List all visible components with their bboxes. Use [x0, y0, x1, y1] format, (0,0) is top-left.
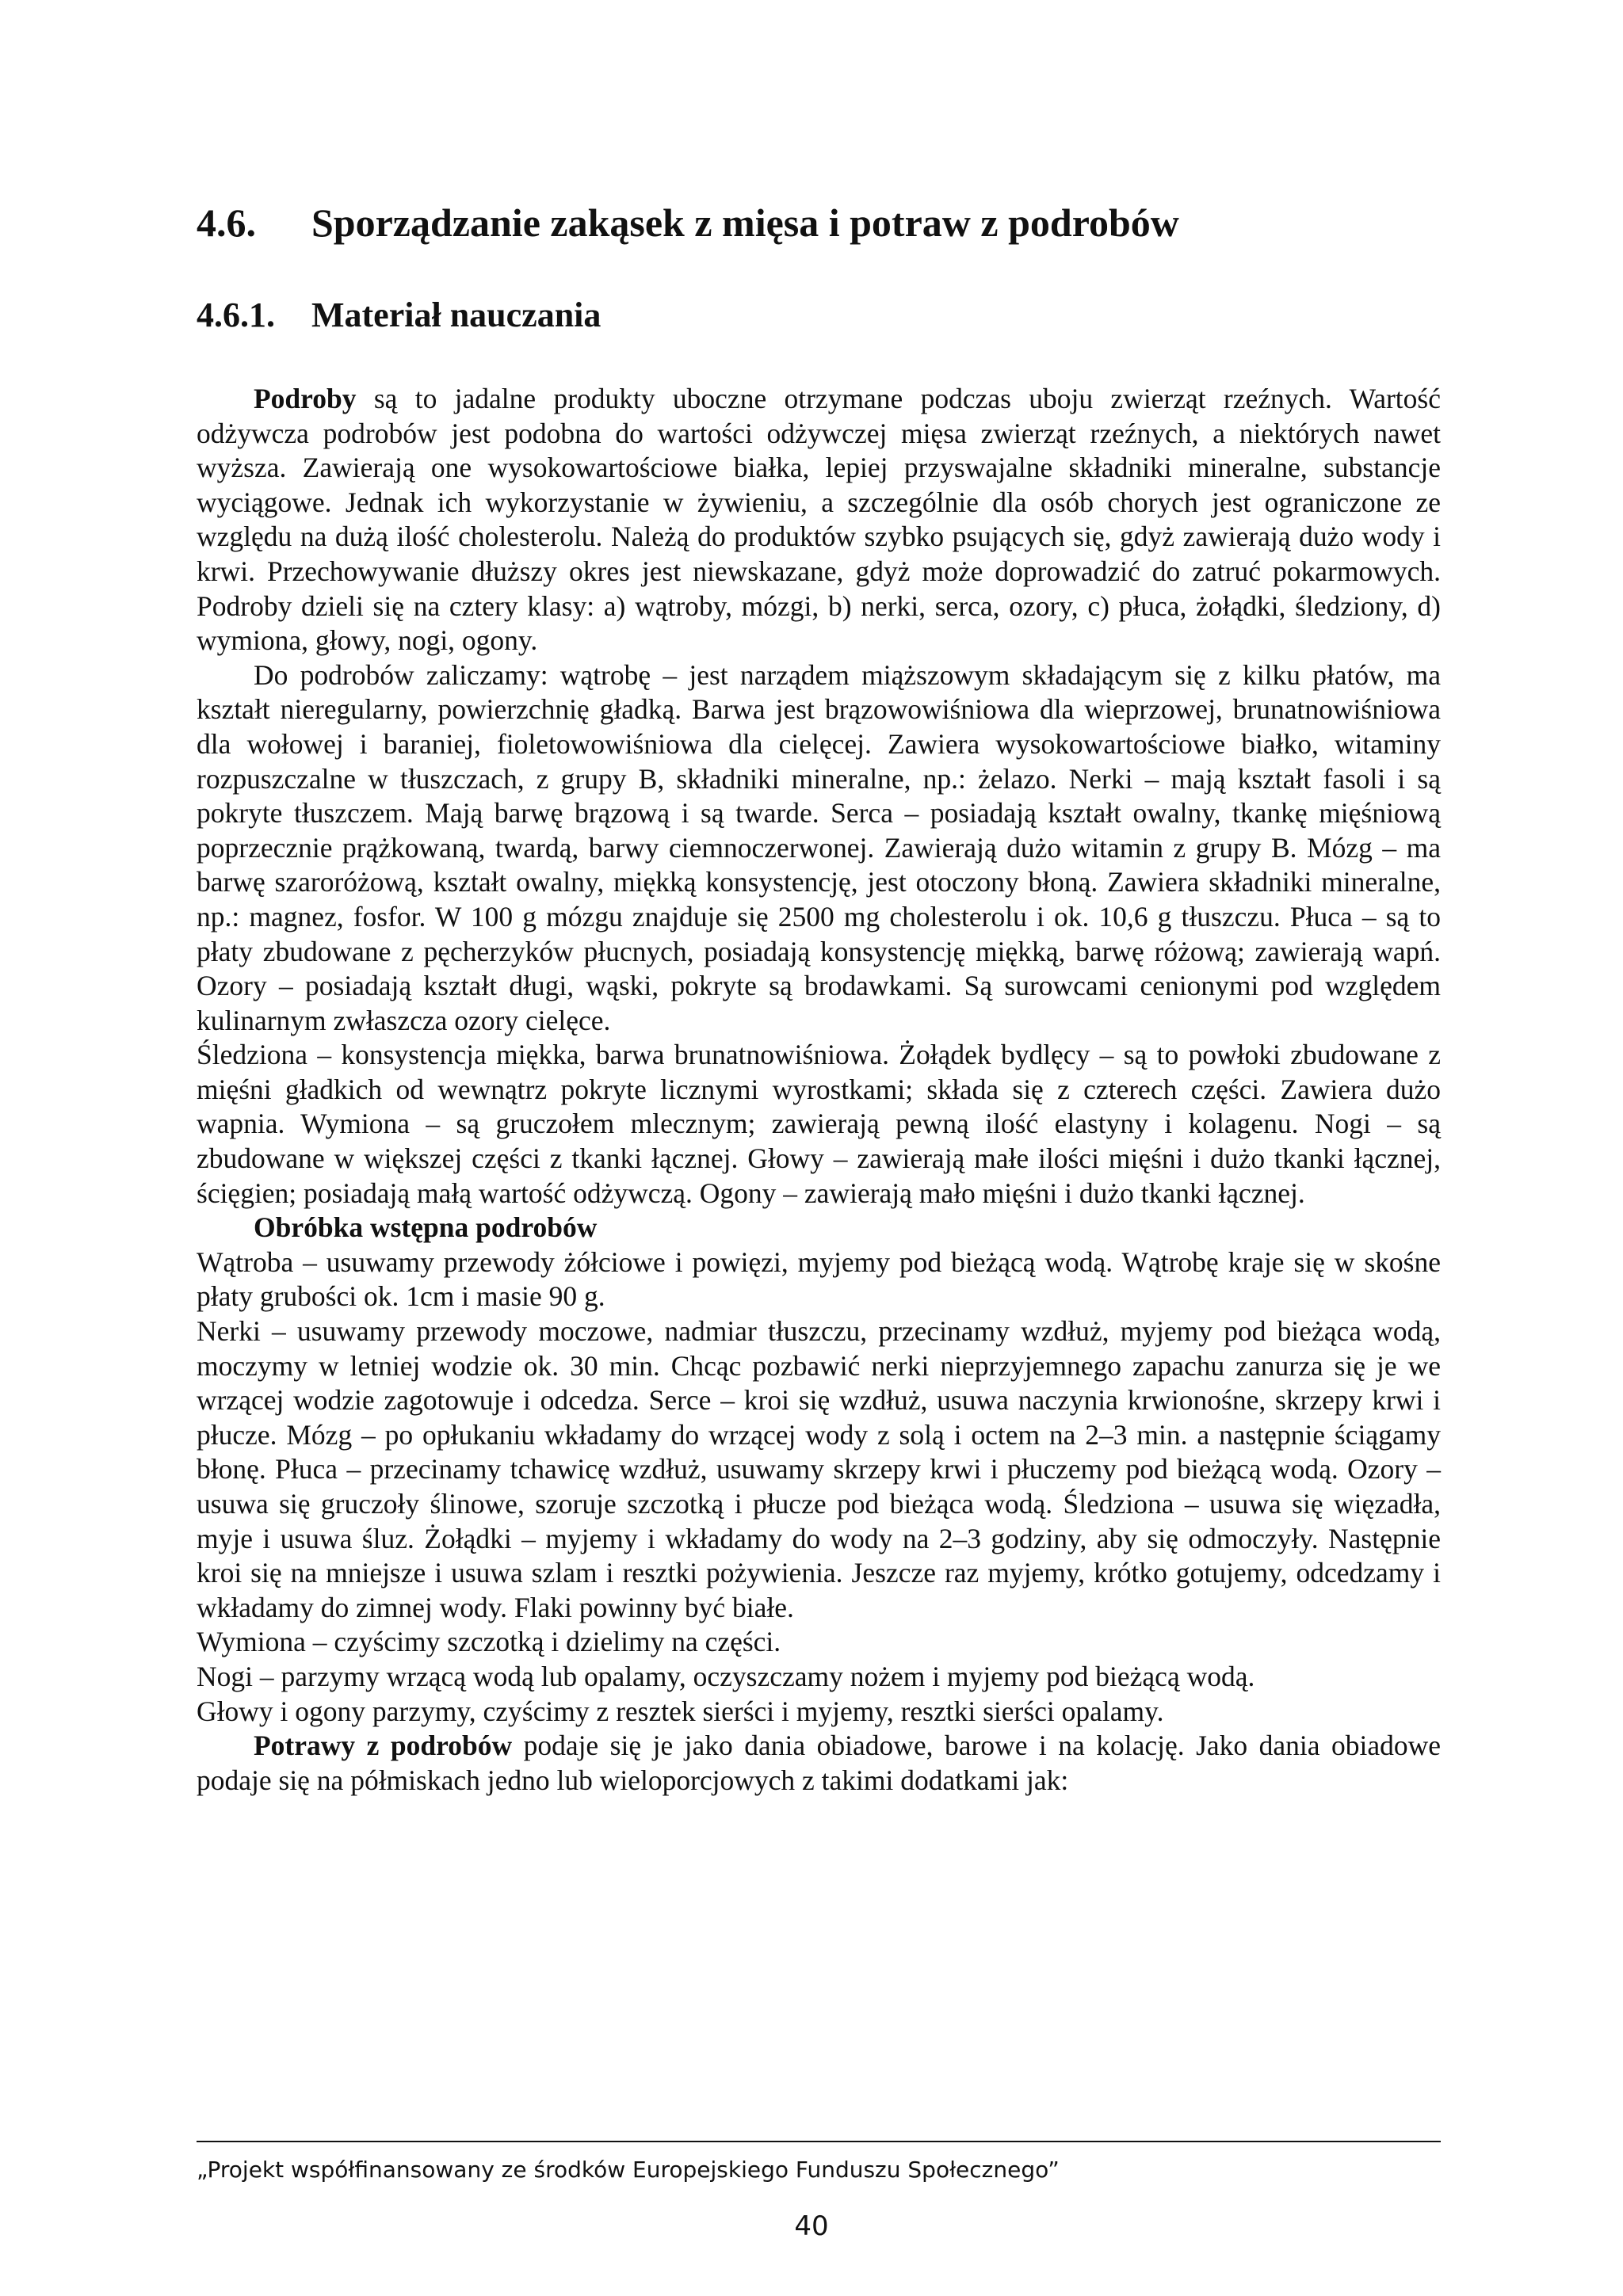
- footer-divider: [197, 2141, 1441, 2142]
- heading-obrobka-wstepna: Obróbka wstępna podrobów: [254, 1211, 598, 1244]
- paragraph-nerki: Nerki – usuwamy przewody moczowe, nadmiar tłuszczu, przecinamy wzdłuż, myjemy pod bieżąca wodą, moczymy w letniej wodzie ok. 30 min. Chcąc pozbawić nerki nieprzyjemnego zapachu zanurza się je we wrzącej wodzie zagotowuje i odcedza. Serce – kroi się wzdłuż, usuwa naczynia krwionośne, skrzepy krwi i płucze. Mózg – po opłukaniu wkładamy do wrzącej wody z solą i octem na 2–3 min. a następnie ściągamy błonę. Płuca – przecinamy tchawicę wzdłuż, usuwamy skrzepy krwi i płuczemy pod bieżącą wodą. Ozory – usuwa się gruczoły ślinowe, szoruje szczotką i płucze pod bieżąca wodą. Śledziona – usuwa się więzadła, myje i usuwa śluz. Żołądki – myjemy i wkładamy do wody na 2–3 godziny, aby się odmoczyły. Następnie kroi się na mniejsze i usuwa szlam i resztki pożywienia. Jeszcze raz myjemy, krótko gotujemy, odcedzamy i wkładamy do zimnej wody. Flaki powinny być białe.: [197, 1315, 1441, 1623]
- subsection-title: Materiał nauczania: [311, 296, 601, 334]
- term-potrawy: Potrawy z podrobów: [254, 1730, 513, 1762]
- subsection-heading: [197, 292, 1441, 339]
- section-number: 4.6.: [197, 200, 256, 245]
- section-title: Sporządzanie zakąsek z mięsa i potraw z podrobów: [311, 200, 1179, 245]
- paragraph-nogi: Nogi – parzymy wrzącą wodą lub opalamy, oczyszczamy nożem i myjemy pod bieżącą wodą.: [197, 1660, 1255, 1692]
- paragraph-rodzaje-podrobow: Do podrobów zaliczamy: wątrobę – jest narządem miąższowym składającym się z kilku płatów, ma kształt nieregularny, powierzchnię gładką. Barwa jest brązowowiśniowa dla wieprzowej, brunatnowiśniowa dla wołowej i baraniej, fioletowowiśniowa dla cielęcej. Zawiera wysokowartościowe białko, witaminy rozpuszczalne w tłuszczach, z grupy B, składniki mineralne, np.: żelazo. Nerki – mają kształt fasoli i są pokryte tłuszczem. Mają barwę brązową i są twarde. Serca – posiadają kształt owalny, tkankę mięśniową poprzecznie prążkowaną, twardą, barwy ciemnoczerwonej. Zawierają dużo witamin z grupy B. Mózg – ma barwę szaroróżową, kształt owalny, miękką konsystencję, jest otoczony błoną. Zawiera składniki mineralne, np.: magnez, fosfor. W 100 g mózgu znajduje się 2500 mg cholesterolu i ok. 10,6 g tłuszczu. Płuca – są to płaty zbudowane z pęcherzyków płucnych, posiadają konsystencję miękką, barwę różową; zawierają wapń. Ozory – posiadają kształt długi, wąski, pokryte są brodawkami. Są surowcami cenionymi pod względem kulinarnym zwłaszcza ozory cielęce.: [197, 658, 1441, 1036]
- paragraph-sledziona: Śledziona – konsystencja miękka, barwa brunatnowiśniowa. Żołądek bydlęcy – są to powłoki zbudowane z mięśni gładkich od wewnątrz pokryte licznymi wyrostkami; składa się z czterech części. Zawiera dużo wapnia. Wymiona – są gruczołem mlecznym; zawierają pewną ilość elastyny i kolagenu. Nogi – są zbudowane w większej części z tkanki łącznej. Głowy – zawierają małe ilości mięśni i dużo tkanki łącznej, ścięgien; posiadają małą wartość odżywczą. Ogony – zawierają mało mięśni i dużo tkanki łącznej.: [197, 1039, 1441, 1209]
- paragraph-podroby: [197, 382, 1441, 658]
- paragraph-wymiona: Wymiona – czyścimy szczotką i dzielimy na części.: [197, 1626, 781, 1658]
- paragraph-potrawy-text: podaje się je jako dania obiadowe, barowe i na kolację. Jako dania obiadowe podaje się na półmiskach jedno lub wieloporcjowych z takimi dodatkami jak:: [197, 1730, 1441, 1796]
- paragraph-potrawy: [197, 1729, 1441, 1798]
- subsection-number: 4.6.1.: [197, 296, 275, 334]
- body-text: [197, 382, 1441, 1798]
- paragraph-watroba: Wątroba – usuwamy przewody żółciowe i powięzi, myjemy pod bieżącą wodą. Wątrobę kraje się w skośne płaty grubości ok. 1cm i masie 90 g.: [197, 1245, 1441, 1313]
- paragraph-glowy: Głowy i ogony parzymy, czyścimy z resztek sierści i myjemy, resztki sierści opalamy.: [197, 1695, 1164, 1727]
- section-heading: [197, 195, 1441, 250]
- page-content: [197, 195, 1441, 1798]
- page-number: 40: [794, 2210, 829, 2242]
- paragraph-podroby-text: są to jadalne produkty uboczne otrzymane podczas uboju zwierząt rzeźnych. Wartość odżywcza podrobów jest podobna do wartości odżywczej mięsa zwierząt rzeźnych, a niektórych nawet wyższa. Zawierają one wysokowartościowe białka, lepiej przyswajalne składniki mineralne, substancje wyciągowe. Jednak ich wykorzystanie w żywieniu, a szczególnie dla osób chorych jest ograniczone ze względu na dużą ilość cholesterolu. Należą do produktów szybko psujących się, gdyż zawierają dużo wody i krwi. Przechowywanie dłuższy okres jest niewskazane, gdyż może doprowadzić do zatruć pokarmowych. Podroby dzieli się na cztery klasy: a) wątroby, mózgi, b) nerki, serca, ozory, c) płuca, żołądki, śledziony, d) wymiona, głowy, nogi, ogony.: [197, 383, 1441, 657]
- term-podroby: Podroby: [254, 383, 357, 414]
- footer-funding-note: „Projekt współfinansowany ze środków Europejskiego Funduszu Społecznego”: [197, 2157, 1060, 2183]
